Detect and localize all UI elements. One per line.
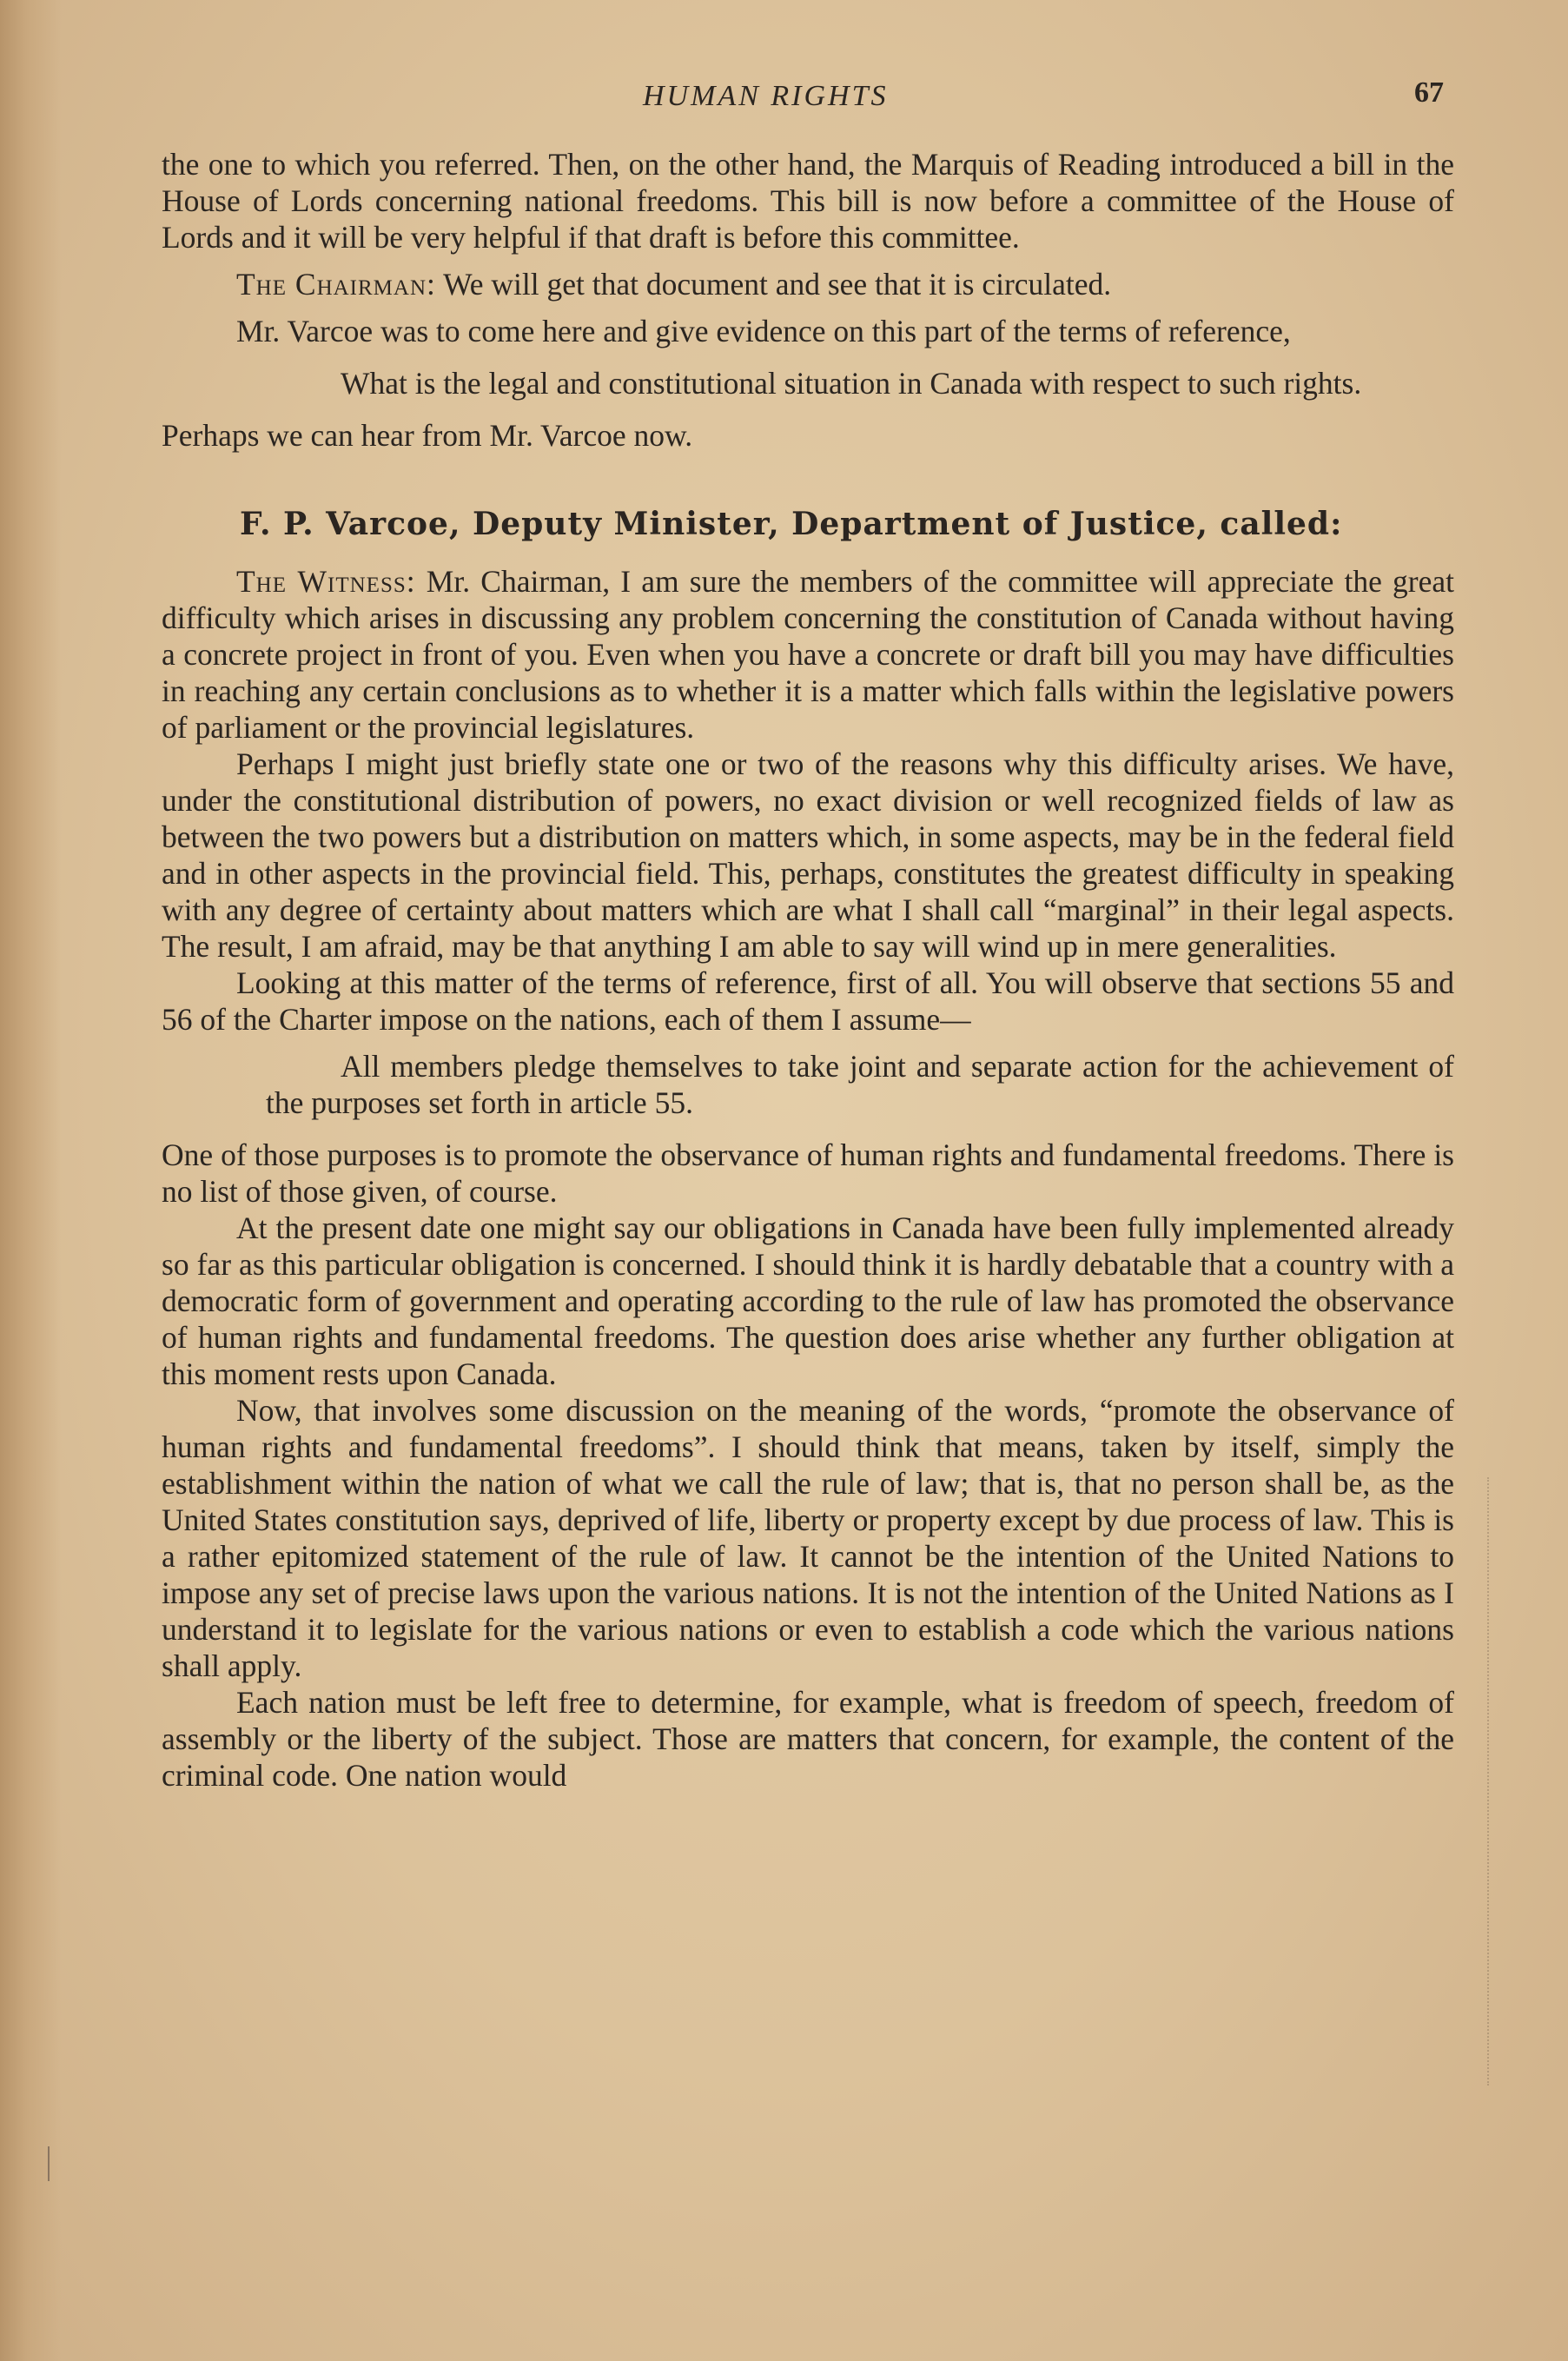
statement-text: Mr. Chairman, I am sure the members of the committee will appreciate the great difficulty which arises in discussing any problem concerning the constitution of Canada without having a concrete project in front of you. Even when you have a concrete or draft bill you may have difficulties in reaching any certain conclusions as to whether it is a matter which falls within the legislative powers of parliament or the provincial legislatures. — [162, 564, 1455, 745]
margin-mark — [48, 2146, 50, 2181]
running-head: HUMAN RIGHTS — [643, 80, 889, 112]
speaker-label: The Chairman: — [236, 267, 436, 302]
paragraph: Perhaps I might just briefly state one or two of the reasons why this difficulty arises. We have, under the constitutional distribution of powers, no exact division or well recognized fields of law as between the two powers but a distribution on matters which, in some aspects, may be in the federal field and in other aspects in the provincial field. This, perhaps, constitutes the greatest difficulty in speaking with any degree of certainty about matters which are what I shall call “marginal” in their legal aspects. The result, I am afraid, may be that anything I am able to say will wind up in mere generalities. — [162, 746, 1454, 964]
speaker-label: The Witness: — [236, 564, 416, 599]
page-number: 67 — [1414, 76, 1444, 109]
paragraph: the one to which you referred. Then, on the other hand, the Marquis of Reading introduced a bill in the House of Lords concerning national freedoms. This bill is now before a committee of the House of Lords and it will be very helpful if that draft is before this committee. — [162, 147, 1454, 255]
witness-heading: F. P. Varcoe, Deputy Minister, Department of Justice, called: — [240, 506, 1343, 542]
document-body — [162, 146, 1454, 1794]
chairman-statement — [162, 266, 1454, 302]
witness-statement — [162, 563, 1454, 746]
paragraph: Each nation must be left free to determine, for example, what is freedom of speech, freedom of assembly or the liberty of the subject. Those are matters that concern, for example, the content of the criminal code. One nation would — [162, 1685, 1454, 1793]
block-quote: What is the legal and constitutional situation in Canada with respect to such rights. — [341, 366, 1362, 401]
margin-stain — [1477, 1477, 1489, 2086]
paragraph: Now, that involves some discussion on the meaning of the words, “promote the observance of human rights and fundamental freedoms”. I should think that means, taken by itself, simply the establishment within the nation of what we call the rule of law; that is, that no person shall be, as the United States constitution says, deprived of life, liberty or property except by due process of law. This is a rather epitomized statement of the rule of law. It cannot be the intention of the United Nations to impose any set of precise laws upon the various nations. It is not the intention of the United Nations as I understand it to legislate for the various nations or even to establish a code which the various nations shall apply. — [162, 1393, 1454, 1683]
page-binding-edge — [0, 0, 61, 2361]
paragraph: Mr. Varcoe was to come here and give evidence on this part of the terms of reference, — [236, 314, 1291, 348]
statement-text: We will get that document and see that it is circulated. — [435, 267, 1112, 302]
paragraph: At the present date one might say our obligations in Canada have been fully implemented already so far as this particular obligation is concerned. I should think it is hardly debatable that a country with a democratic form of government and operating according to the rule of law has promoted the observance of human rights and fundamental freedoms. The question does arise whether any further obligation at this moment rests upon Canada. — [162, 1210, 1454, 1391]
paragraph: Perhaps we can hear from Mr. Varcoe now. — [162, 418, 693, 453]
paragraph: Looking at this matter of the terms of reference, first of all. You will observe that sections 55 and 56 of the Charter impose on the nations, each of them I assume— — [162, 965, 1454, 1037]
block-quote: All members pledge themselves to take joint and separate action for the achievement of the purposes set forth in article 55. — [266, 1049, 1454, 1120]
paragraph: One of those purposes is to promote the observance of human rights and fundamental freedoms. There is no list of those given, of course. — [162, 1137, 1454, 1209]
